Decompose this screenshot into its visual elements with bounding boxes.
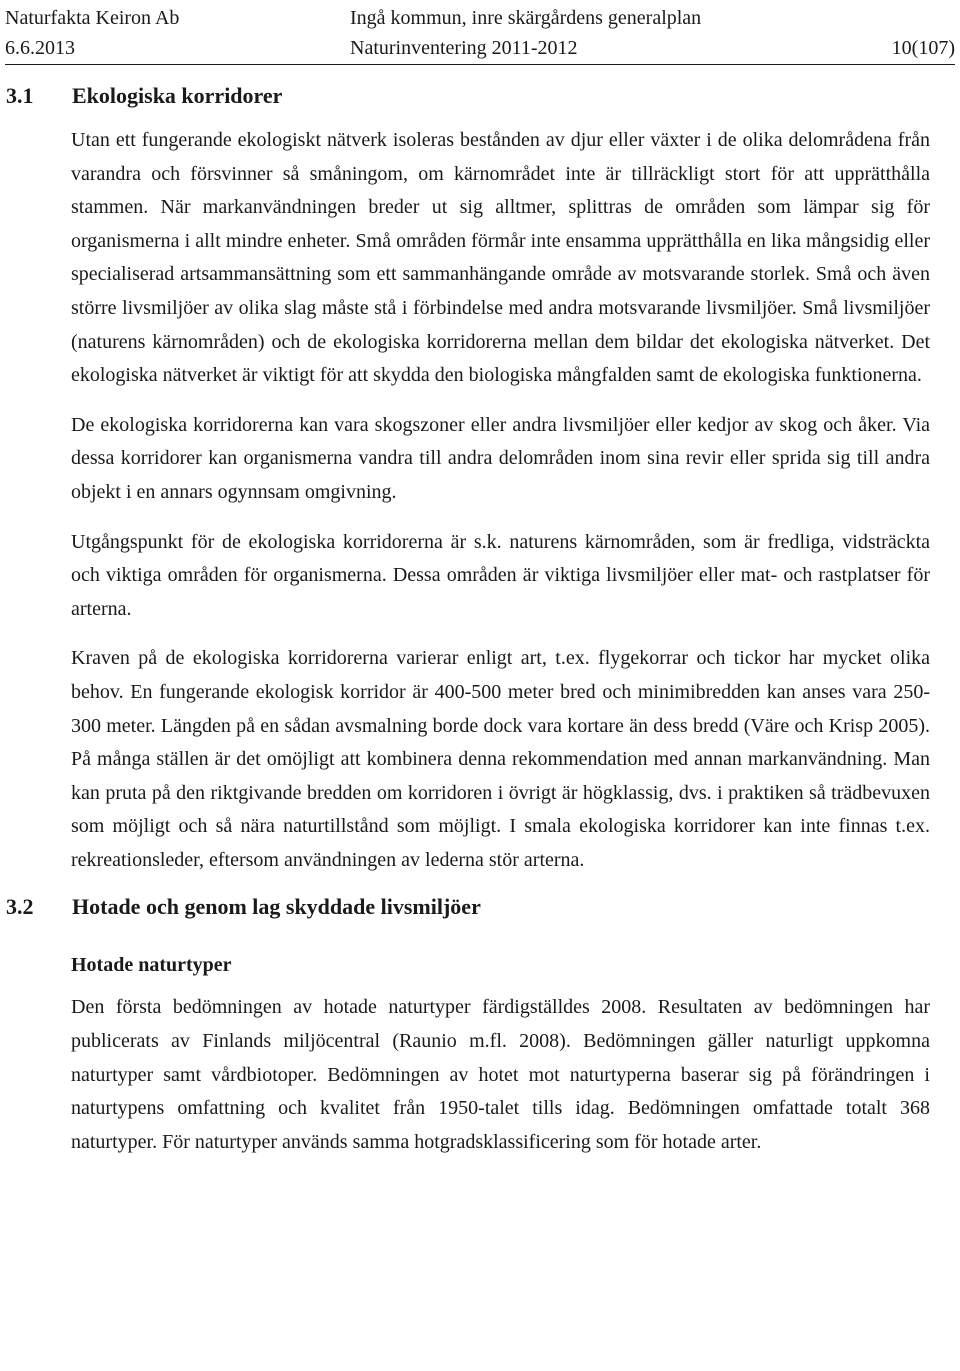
section-body-hotade-naturtyper bbox=[71, 991, 930, 1159]
document-body bbox=[0, 82, 960, 1175]
section-title: Ekologiska korridorer bbox=[72, 83, 283, 108]
paragraph: Kraven på de ekologiska korridorerna varierar enligt art, t.ex. flygekorrar och tickor har mycket olika behov. En fungerande ekologisk korridor är 400-500 meter bred och minimibredden kan anses vara 250-300 meter. Längden på en sådan avsmalning borde dock vara kortare än dess bredd (Väre och Krisp 2005). På många ställen är det omöjligt att kombinera denna rekommendation med annan markanvändning. Man kan pruta på den riktgivande bredden om korridoren i övrigt är högklassig, dvs. i praktiken så trädbevuxen som möjligt och så nära naturtillstånd som möjligt. I smala ekologiska korridorer kan inte finnas t.ex. rekreationsleder, eftersom användningen av lederna stör arterna. bbox=[71, 647, 930, 871]
section-number: 3.2 bbox=[6, 894, 34, 920]
section-body-ekologiska-korridorer bbox=[71, 124, 930, 877]
header-date: 6.6.2013 bbox=[5, 37, 75, 59]
section-title: Hotade och genom lag skyddade livsmiljöer bbox=[72, 894, 481, 920]
header-center bbox=[350, 3, 701, 63]
paragraph: Utan ett fungerande ekologiskt nätverk isoleras bestånden av djur eller växter i de olika delområdena från varandra och försvinner så småningom, om kärnområdet inte är tillräckligt stort för att upprätthålla stammen. När markanvändningen breder ut sig alltmer, splittras de områden som lämpar sig för organismerna i allt mindre enheter. Små områden förmår inte ensamma upprätthålla en lika mångsidig eller specialiserad artsammansättning som ett sammanhängande område av motsvarande storlek. Små och även större livsmiljöer av olika slag måste stå i förbindelse med andra motsvarande livsmiljöer. Små livsmiljöer (naturens kärnområden) och de ekologiska korridorerna mellan dem bildar det ekologiska nätverket. Det ekologiska nätverket är viktigt för att skydda den biologiska mångfalden samt de ekologiska funktionerna. bbox=[71, 129, 930, 387]
page-header bbox=[5, 0, 955, 60]
header-title: Ingå kommun, inre skärgårdens generalplan bbox=[350, 7, 702, 29]
section-heading-ekologiska-korridorer bbox=[0, 82, 960, 110]
header-left bbox=[5, 3, 179, 63]
header-divider bbox=[5, 64, 955, 65]
header-page-number: 10(107) bbox=[891, 37, 955, 59]
section-heading-hotade-livsmiljoer bbox=[0, 893, 960, 921]
header-org: Naturfakta Keiron Ab bbox=[5, 7, 180, 29]
section-number: 3.1 bbox=[6, 83, 34, 108]
paragraph: De ekologiska korridorerna kan vara skogszoner eller andra livsmiljöer eller kedjor av skog och åker. Via dessa korridorer kan organismerna vandra till andra delområden inom sina revir eller sprida sig till andra objekt i en annars ogynnsam omgivning. bbox=[71, 413, 930, 503]
subheading-hotade-naturtyper: Hotade naturtyper bbox=[71, 954, 232, 977]
paragraph: Utgångspunkt för de ekologiska korridorerna är s.k. naturens kärnområden, som är fredliga, vidsträckta och viktiga områden för organismerna. Dessa områden är viktiga livsmiljöer eller mat- och rastplatser för arterna. bbox=[71, 530, 930, 620]
paragraph: Den första bedömningen av hotade naturtyper färdigställdes 2008. Resultaten av bedömningen har publicerats av Finlands miljöcentral (Raunio m.fl. 2008). Bedömningen gäller naturligt uppkomna naturtyper samt vårdbiotoper. Bedömningen av hotet mot naturtyperna baserar sig på förändringen i naturtypens omfattning och kvalitet från 1950-talet tills idag. Bedömningen omfattade totalt 368 naturtyper. För naturtyper används samma hotgradsklassificering som för hotade arter. bbox=[71, 996, 930, 1153]
header-subtitle: Naturinventering 2011-2012 bbox=[350, 37, 578, 59]
